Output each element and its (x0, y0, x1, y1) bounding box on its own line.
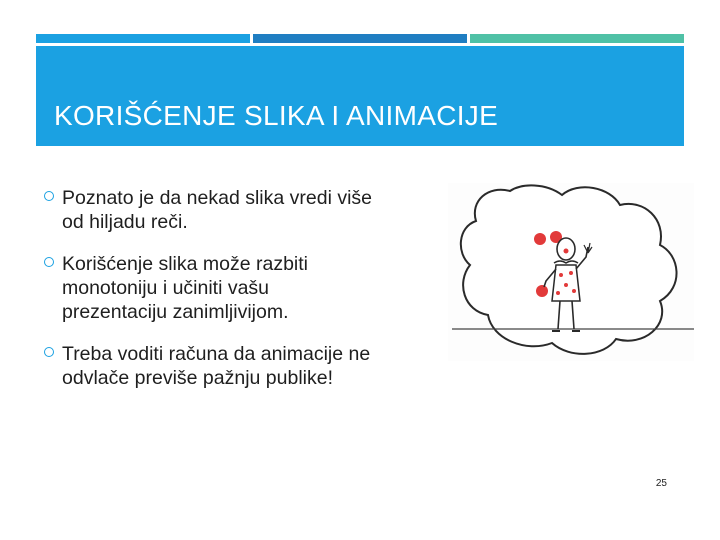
bullet-circle-icon (44, 347, 54, 357)
bullet-line: od hiljadu reči. (62, 211, 188, 233)
top-accent-bar-2 (253, 34, 467, 43)
bullet-line: Korišćenje slika može razbiti (62, 253, 309, 275)
bullet-item (42, 186, 462, 234)
juggler-illustration (448, 183, 694, 361)
bullet-line: prezentaciju zanimljivijom. (62, 301, 289, 323)
bullet-circle-icon (44, 257, 54, 267)
bullet-line: monotoniju i učiniti vašu (62, 277, 270, 299)
slide-header (36, 46, 684, 146)
page-number: 25 (655, 478, 667, 489)
bullet-line: odvlače previše pažnju publike! (62, 367, 334, 389)
bullet-line: Treba voditi računa da animacije ne (62, 343, 371, 365)
top-accent-bar-3 (470, 34, 684, 43)
bullet-circle-icon (44, 191, 54, 201)
bullet-line: Poznato je da nekad slika vredi više (62, 187, 373, 209)
top-accent-bar-1 (36, 34, 250, 43)
bullet-list (42, 186, 462, 408)
bullet-item (42, 342, 462, 390)
juggler-clown-icon (448, 183, 694, 361)
slide-title: KORIŠĆENJE SLIKA I ANIMACIJE (54, 100, 499, 131)
bullet-item (42, 252, 462, 324)
